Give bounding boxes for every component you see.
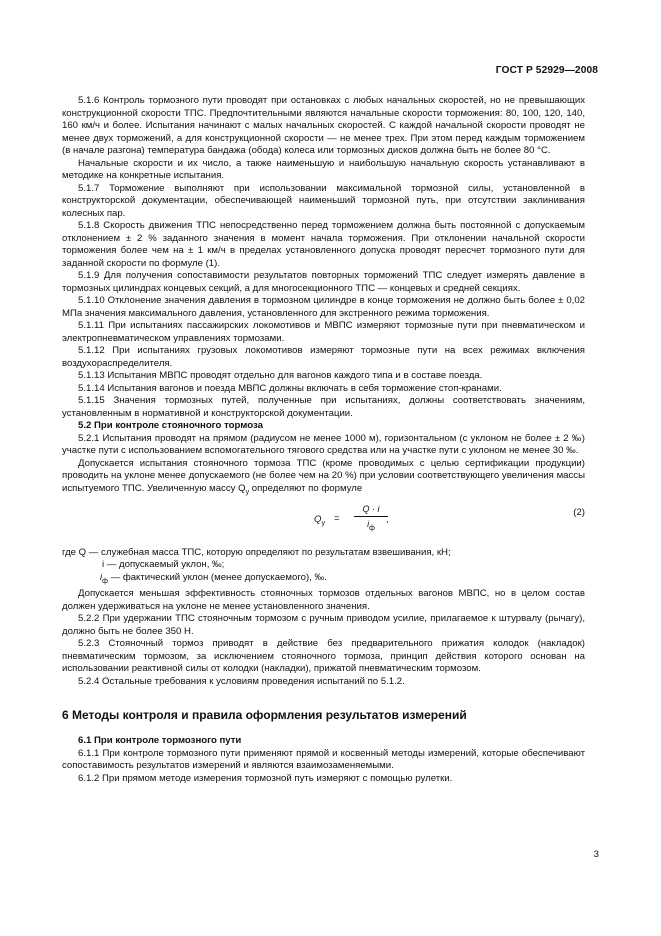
- paragraph-5-2-4: 5.2.4 Остальные требования к условиям проведения испытаний по 5.1.2.: [78, 675, 405, 687]
- paragraph-increased-mass: [62, 458, 585, 499]
- paragraph-text-end: определяют по формуле: [249, 482, 363, 494]
- paragraph-5-1-10: 5.1.10 Отклонение значения давления в тормозном цилиндре в конце торможения не должно быть более ± 0,02 МПа значения максимального давления, установленного для экстренного режима торможения.: [62, 295, 585, 319]
- paragraph-5-2-2: 5.2.2 При удержании ТПС стояночным тормозом с ручным приводом усилие, прилагаемое к штурвалу (рычагу), должно быть не более 350 Н.: [62, 613, 585, 637]
- page-number: 3: [593, 849, 599, 860]
- document-body: [62, 95, 585, 785]
- formula-den-symbol: i: [367, 519, 370, 530]
- legend-i-f: [62, 572, 585, 588]
- paragraph-5-1-9: 5.1.9 Для получения сопоставимости результатов повторных торможений ТПС следует измерять давление в тормозных цилиндрах концевых секций, а для многосекционного ТПС — концевых и средней секциях.: [62, 270, 585, 294]
- subsection-heading-5-2: 5.2 При контроле стояночного тормоза: [78, 420, 263, 431]
- paragraph-5-1-14: 5.1.14 Испытания вагонов и поезда МВПС должны включать в себя торможение стоп-кранами.: [78, 382, 502, 394]
- formula-denominator: [354, 517, 388, 535]
- formula-symbol: Q: [314, 513, 322, 525]
- subscript: у: [245, 488, 250, 496]
- legend-q: где Q — служебная масса ТПС, которую определяют по результатам взвешивания, кН;: [62, 546, 451, 558]
- formula-number: (2): [573, 506, 585, 518]
- formula-lhs: [314, 514, 325, 530]
- paragraph-5-1-11: 5.1.11 При испытаниях пассажирских локомотивов и МВПС измеряют тормозные пути при пневматическом и электропневматическом управлениях тормозами.: [62, 320, 585, 344]
- paragraph-5-1-8: 5.1.8 Скорость движения ТПС непосредственно перед торможением должна быть постоянной с допускаемым отклонением ± 2 % заданного значения в момент начала торможения. При отклонении начальной скорости торможения более чем на ± 1 км/ч в пределах установленного допуска проводят пересчет тормозного пути для заданной скорости по формуле (1).: [62, 220, 585, 269]
- formula-2: [62, 501, 585, 541]
- paragraph-5-2-1: 5.2.1 Испытания проводят на прямом (радиусом не менее 1000 м), горизонтальном (с уклоном не более ± 2 ‰) участке пути с использованием вспомогательного тягового средства или на участке пути с уклоном не менее 30 ‰.: [62, 432, 585, 456]
- paragraph-5-1-12: 5.1.12 При испытаниях грузовых локомотивов измеряют тормозные пути на всех режимах включения воздухораспределителя.: [62, 345, 585, 369]
- legend-subscript: ф: [102, 577, 108, 585]
- document-header: ГОСТ Р 52929—2008: [495, 65, 598, 76]
- paragraph-5-1-7: 5.1.7 Торможение выполняют при использовании максимальной тормозной силы, установленной в конструкторской документации, обеспечивающей наименьший тормозной путь, при отсутствии заклинивания колесных пар.: [62, 182, 585, 219]
- paragraph-5-1-15: 5.1.15 Значения тормозных путей, полученные при испытаниях, должны соответствовать значениям, установленным в нормативной и конструкторской документации.: [62, 395, 585, 419]
- formula-den-subscript: ф: [369, 525, 375, 533]
- legend-symbol: i: [100, 571, 103, 583]
- formula-fraction: [354, 503, 388, 536]
- formula-equals: =: [334, 512, 340, 524]
- paragraph-mvps-efficiency: Допускается меньшая эффективность стояночных тормозов отдельных вагонов МВПС, но в целом состав должен удерживаться на уклоне не менее установленного значения.: [62, 588, 585, 612]
- paragraph-6-1-1: 6.1.1 При контроле тормозного пути применяют прямой и косвенный методы измерений, которые обеспечивают сопоставимость результатов измерений и являются взаимозаменяемыми.: [62, 747, 585, 772]
- paragraph: Начальные скорости и их число, а также наименьшую и наибольшую начальную скорость устанавливают в методике на конкретные испытания.: [62, 157, 585, 181]
- paragraph-5-1-13: 5.1.13 Испытания МВПС проводят отдельно для вагонов каждого типа и в составе поезда.: [78, 370, 483, 381]
- subsection-heading-6-1: 6.1 При контроле тормозного пути: [78, 735, 242, 747]
- paragraph-text: Допускается испытания стояночного тормоза ТПС (кроме проводимых с целью сертификации продукции) проводить на уклоне менее допускаемого (не более чем на 20 %) при условии соответствующего увеличения массы испытуемого ТПС. Увеличенную массу Q: [62, 457, 585, 494]
- paragraph-5-1-6: 5.1.6 Контроль тормозного пути проводят при остановках с любых начальных скоростей, но не превышающих конструкционной скорости ТПС. Предпочтительными являются начальные скорости торможения: 80, 100, 120, 140, 160 км/ч и более. Испытания начинают с малых начальных скоростей. С каждой начальной скорости проводят не менее двух торможений, а для конструкционной скорости — не менее трех. При этом перед каждым торможением (в начале разгона) температура бандажа (обода) колеса или тормозных дисков должна быть не более 80 °С.: [62, 95, 585, 156]
- paragraph-5-2-3: 5.2.3 Стояночный тормоз приводят в действие без предварительного прижатия колодок (накладок) пневматическим тормозом, за исключением стояночного тормоза, принцип действия которого основан на использовании реактивной силы от колодки (накладки), прижатой пневматическим тормозом.: [62, 638, 585, 675]
- legend-i: i — допускаемый уклон, ‰;: [102, 559, 225, 571]
- legend-text: — фактический уклон (менее допускаемого), ‰.: [107, 571, 327, 583]
- paragraph-6-1-2: 6.1.2 При прямом методе измерения тормозной путь измеряют с помощью рулетки.: [78, 772, 453, 784]
- formula-numerator: Q · i: [354, 503, 388, 518]
- section-heading-6: 6 Методы контроля и правила оформления результатов измерений: [62, 708, 467, 723]
- formula-comma: ,: [386, 513, 389, 525]
- formula-subscript: у: [321, 519, 325, 527]
